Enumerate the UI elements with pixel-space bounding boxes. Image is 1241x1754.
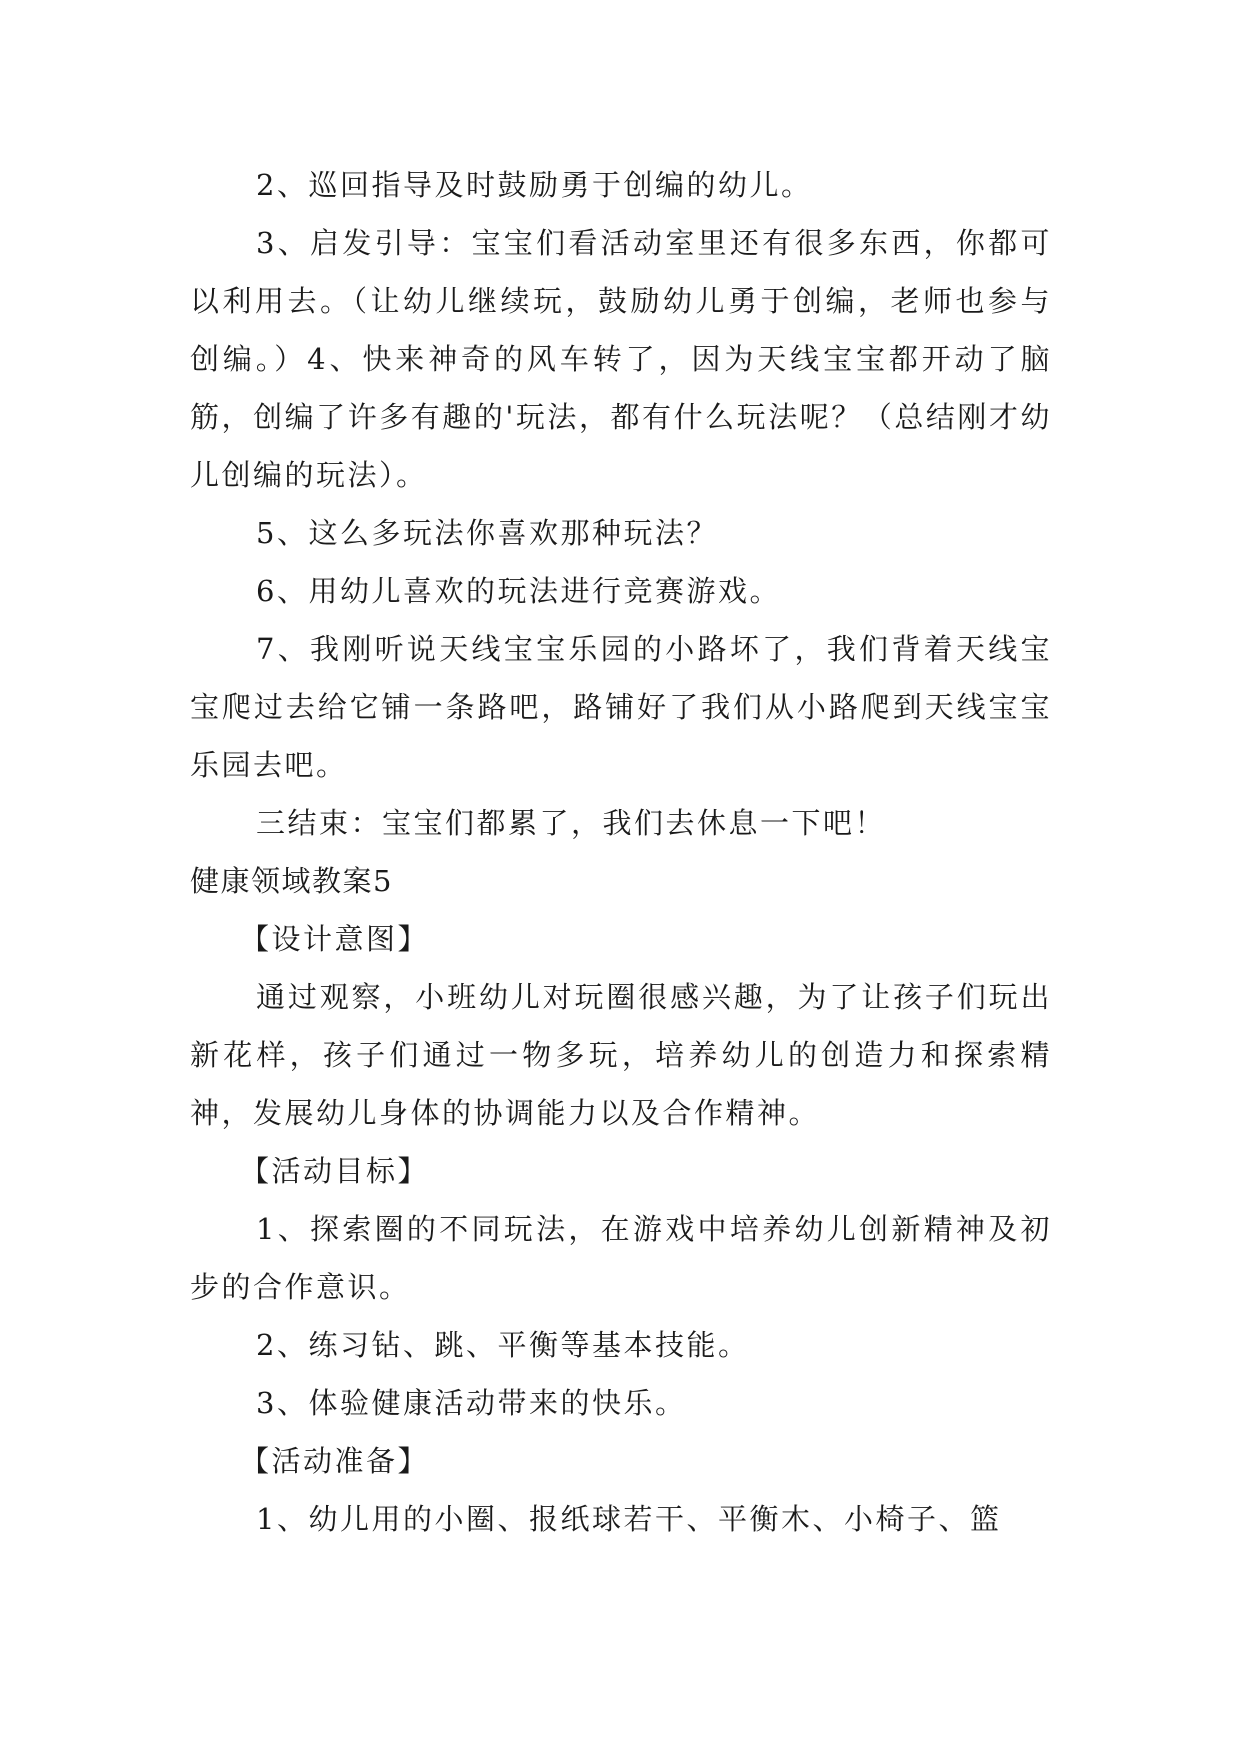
paragraph-goal-2: 2、练习钻、跳、平衡等基本技能。 xyxy=(256,1328,750,1362)
paragraph-step-2: 2、巡回指导及时鼓励勇于创编的幼儿。 xyxy=(256,168,813,202)
paragraph-preparation-1: 1、幼儿用的小圈、报纸球若干、平衡木、小椅子、篮 xyxy=(256,1502,1002,1536)
paragraph-design-intent: 通过观察，小班幼儿对玩圈很感兴趣，为了让孩子们玩出新花样，孩子们通过一物多玩，培养幼儿的创造力和探索精神，发展幼儿身体的协调能力以及合作精神。 xyxy=(190,980,1052,1130)
paragraph-goal-1: 1、探索圈的不同玩法，在游戏中培养幼儿创新精神及初步的合作意识。 xyxy=(190,1212,1052,1304)
paragraph-step-6: 6、用幼儿喜欢的玩法进行竞赛游戏。 xyxy=(256,574,781,608)
paragraph-step-3-4: 3、启发引导：宝宝们看活动室里还有很多东西，你都可以利用去。（让幼儿继续玩，鼓励幼儿勇于创编，老师也参与创编。）4、快来神奇的风车转了，因为天线宝宝都开动了脑筋，创编了许多有趣的'玩法，都有什么玩法呢？（总结刚才幼儿创编的玩法）。 xyxy=(190,226,1052,492)
paragraph-step-7: 7、我刚听说天线宝宝乐园的小路坏了，我们背着天线宝宝爬过去给它铺一条路吧，路铺好了我们从小路爬到天线宝宝乐园去吧。 xyxy=(190,632,1052,782)
subheading-activity-goals: 【活动目标】 xyxy=(240,1154,430,1188)
subheading-activity-preparation: 【活动准备】 xyxy=(240,1444,430,1478)
paragraph-step-5: 5、这么多玩法你喜欢那种玩法？ xyxy=(256,516,718,550)
section-title: 健康领域教案5 xyxy=(190,864,393,898)
paragraph-goal-3: 3、体验健康活动带来的快乐。 xyxy=(256,1386,687,1420)
paragraph-ending: 三结束：宝宝们都累了，我们去休息一下吧！ xyxy=(256,806,887,840)
subheading-design-intent: 【设计意图】 xyxy=(240,922,430,956)
document-body xyxy=(190,156,1052,1548)
